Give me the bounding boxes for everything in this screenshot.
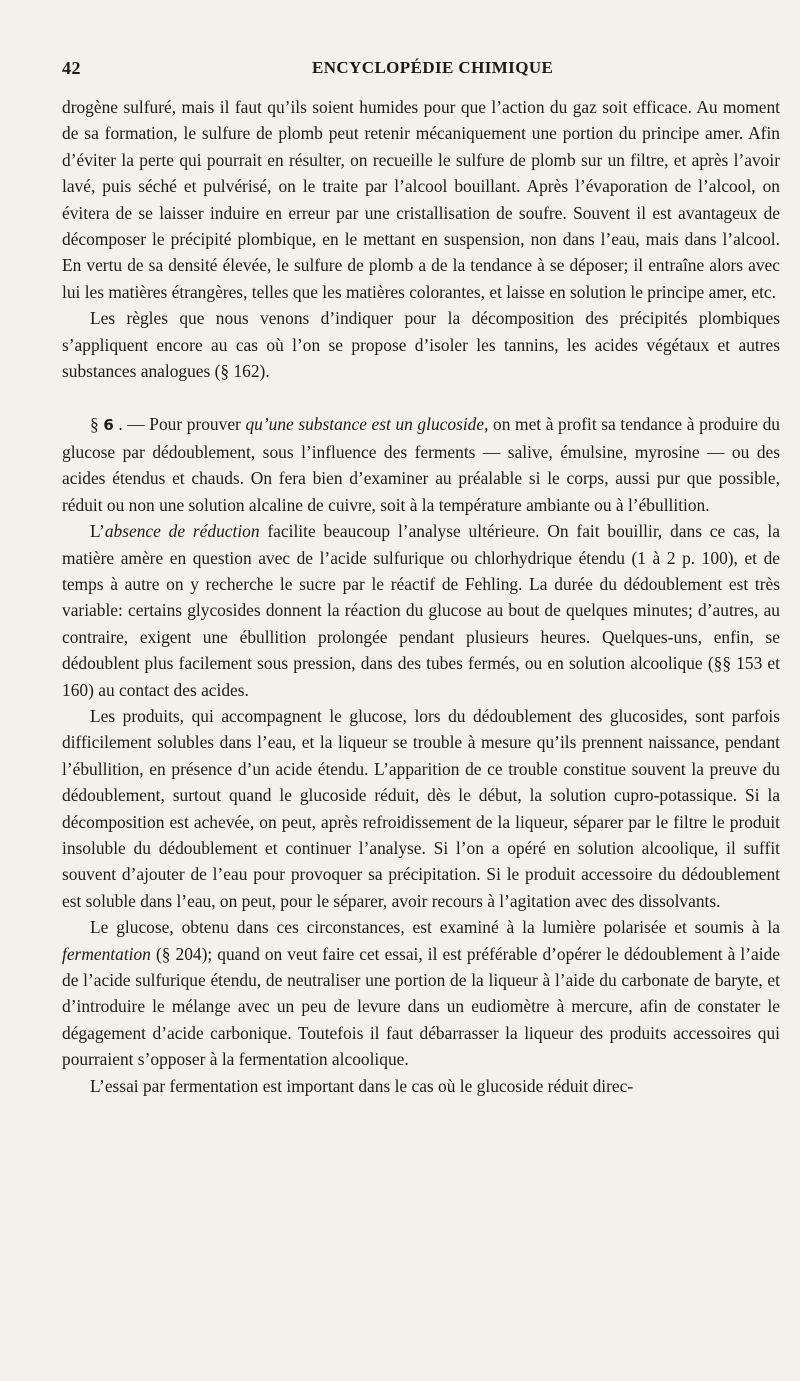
- paragraph-products: Les produits, qui accompagnent le glucose, lors du dédoublement des glucosides, sont parfois difficilement solubles dans l’eau, et la liqueur se trouble à mesure qu’ils prennent naissance, pendant l’ébullition, en présence d’un acide étendu. L’apparition de ce trouble constitue souvent la preuve du dédoublement, surtout quand le glucoside réduit, dès le début, la solution cupro-potassique. Si la décomposition est achevée, on peut, après refroidissement de la liqueur, séparer par le filtre le produit insoluble du dédoublement et continuer l’analyse. Si l’on a opéré en solution alcoolique, il suffit souvent d’ajouter de l’eau pour provoquer sa précipitation. Si le produit accessoire du dédoublement est soluble dans l’eau, on peut, pour le séparer, avoir recours à l’agitation avec des dissolvants.: [62, 705, 780, 911]
- italic-absence-reduction: absence de réduction: [104, 521, 260, 542]
- paragraph-rules: Les règles que nous venons d’indiquer pour la décomposition des précipités plombiques s’appliquent encore au cas où l’on se propose d’isoler les tannins, les acides végétaux et autres substances analogues (§ 162).: [62, 308, 780, 382]
- paragraph-fermentation-test: L’essai par fermentation est important dans le cas où le glucoside réduit direc-: [90, 1075, 634, 1096]
- section-intro: . — Pour prouver: [113, 414, 246, 435]
- body-text: [62, 94, 780, 1099]
- paragraph-text: (§ 204); quand on veut faire cet essai, il est préférable d’opérer le dédoublement à l’aide de l’acide sulfurique étendu, de neutraliser une portion de la liqueur à l’aide du carbonate de baryte, et d’introduire le mélange avec un peu de levure dans un eudiomètre à mercure, afin de constater le dégagement d’acide carbonique. Toutefois il faut débarrasser la liqueur des produits accessoires qui pourraient s’opposer à la fermentation alcoolique.: [62, 943, 780, 1070]
- italic-fermentation: fermentation: [62, 943, 151, 964]
- paragraph-hydrogen-sulfide: drogène sulfuré, mais il faut qu’ils soient humides pour que l’action du gaz soit efficace. Au moment de sa formation, le sulfure de plomb peut retenir mécaniquement une portion du principe amer. Afin d’éviter la perte qui pourrait en résulter, on recueille le sulfure de plomb sur un filtre, et après l’avoir lavé, puis séché et pulvérisé, on le traite par l’alcool bouillant. Après l’évaporation de l’alcool, on évitera de se laisser induire en erreur par une cristallisation de soufre. Souvent il est avantageux de décomposer le précipité plombique, en le mettant en suspension, non dans l’eau, mais dans l’alcool. En vertu de sa densité élevée, le sulfure de plomb a de la tendance à se déposer; il entraîne alors avec lui les matières étrangères, telles que les matières colorantes, et laisse en solution le principe amer, etc.: [62, 97, 780, 302]
- paragraph-absence-reduction: [62, 518, 780, 703]
- section-mark: §: [90, 414, 99, 435]
- paragraph-lead: L’: [90, 521, 105, 542]
- page-number: 42: [62, 58, 81, 78]
- paragraph-section-6: [62, 411, 780, 518]
- section-text: , on met à profit sa tendance à produire du glucose par dédoublement, sous l’influence des ferments — salive, émulsine, myrosine — ou des acides étendus et chauds. On fera bien d’examiner au préalable si le corps, aussi pur que possible, réduit ou non une solution alcaline de cuivre, soit à la température ambiante ou à l’ébullition.: [62, 414, 780, 515]
- running-title: ENCYCLOPÉDIE CHIMIQUE: [312, 58, 554, 77]
- paragraph-text: facilite beaucoup l’analyse ultérieure. On fait bouillir, dans ce cas, la matière amère en question avec de l’acide sulfurique ou chlorhydrique étendu (1 à 2 p. 100), et de temps à autre on y recherche le sucre par le réactif de Fehling. La durée du dédoublement est très variable: certains glycosides donnent la réaction du glucose au bout de quelques minutes; d’autres, au contraire, exigent une ébullition prolongée pendant plusieurs heures. Quelques-uns, enfin, se dédoublent plus facilement sous pression, dans des tubes fermés, ou en solution alcoolique (§§ 153 et 160) au contact des acides.: [62, 521, 780, 700]
- section-number: 6: [103, 416, 114, 435]
- page-header: [62, 58, 782, 84]
- section-italic-title: qu’une substance est un glucoside: [245, 414, 485, 435]
- paragraph-intro: Le glucose, obtenu dans ces circonstances, est examiné à la lumière polarisée et soumis à la: [90, 917, 780, 938]
- paragraph-glucose: [62, 914, 780, 1072]
